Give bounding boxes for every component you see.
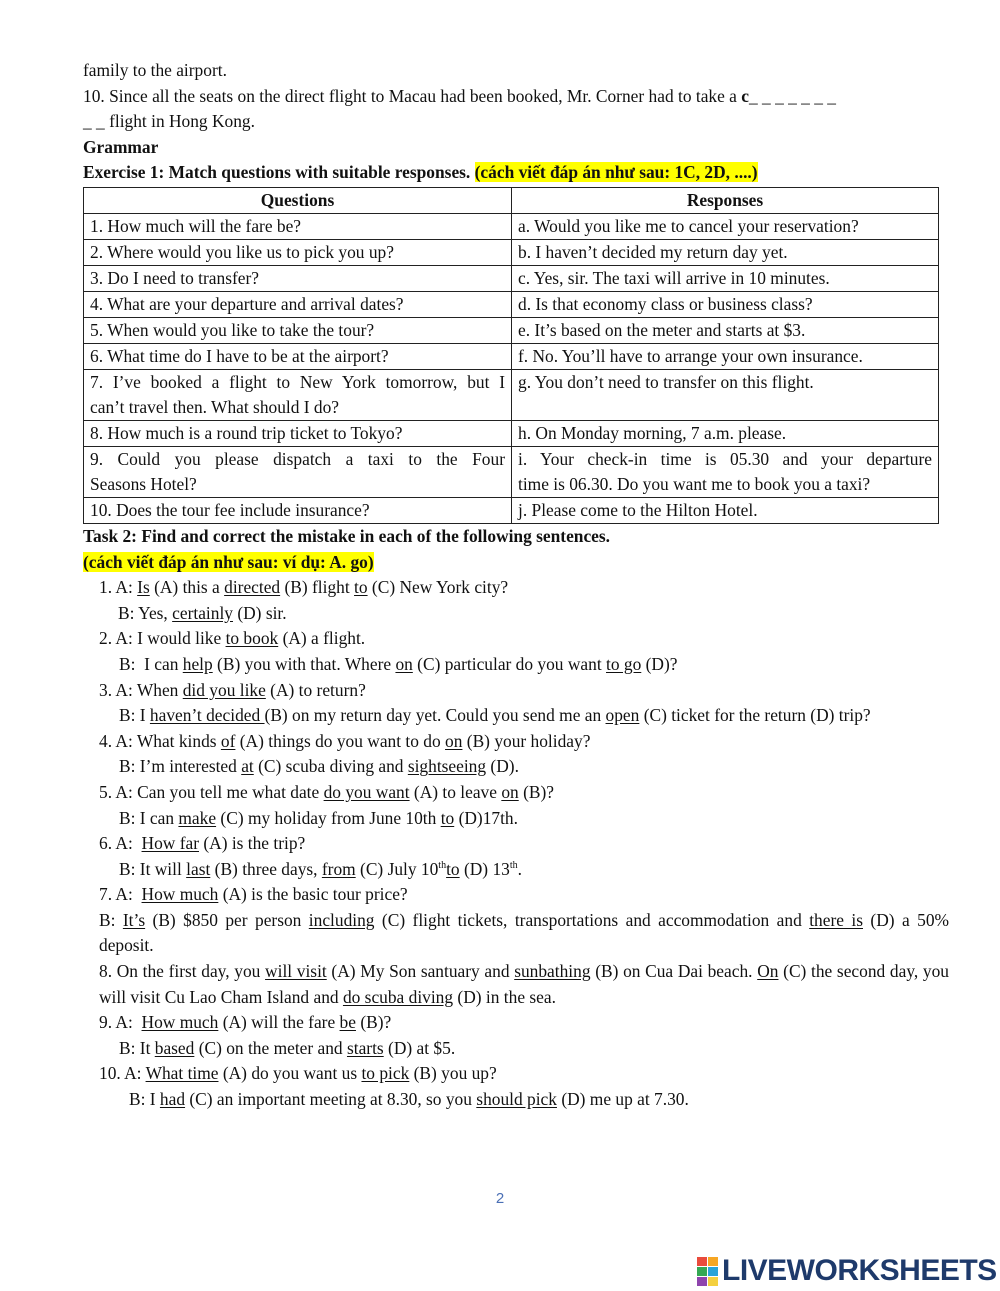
question-cell: 8. How much is a round trip ticket to Tokyo?: [84, 420, 512, 446]
question-cell: 1. How much will the fare be?: [84, 213, 512, 239]
task2-item-1a: 1. A: Is (A) this a directed (B) flight to (C) New York city?: [99, 577, 509, 598]
table-row: [84, 369, 939, 420]
question-cell: 10. Does the tour fee include insurance?: [84, 497, 512, 523]
response-cell: c. Yes, sir. The taxi will arrive in 10 minutes.: [512, 265, 939, 291]
task2-item-9b: B: It based (C) on the meter and starts (D) at $5.: [119, 1037, 456, 1058]
task2-item-3b: B: I haven’t decided (B) on my return day yet. Could you send me an open (C) ticket for the return (D) trip?: [119, 705, 871, 726]
task2-hint: (cách viết đáp án như sau: ví dụ: A. go): [83, 551, 374, 572]
response-cell: h. On Monday morning, 7 a.m. please.: [512, 420, 939, 446]
response-cell: d. Is that economy class or business class?: [512, 291, 939, 317]
response-cell: i. Your check-in time is 05.30 and your departure time is 06.30. Do you want me to book you a taxi?: [512, 446, 939, 497]
task2-item-3a: 3. A: When did you like (A) to return?: [99, 679, 366, 700]
liveworksheets-logo: [697, 1254, 997, 1288]
response-cell: j. Please come to the Hilton Hotel.: [512, 497, 939, 523]
question-cell: 9. Could you please dispatch a taxi to the Four Seasons Hotel?: [84, 446, 512, 497]
question-cell: 3. Do I need to transfer?: [84, 265, 512, 291]
table-row: [84, 497, 939, 523]
response-cell: f. No. You’ll have to arrange your own insurance.: [512, 343, 939, 369]
page-number: 2: [495, 1190, 505, 1207]
question-cell: 5. When would you like to take the tour?: [84, 317, 512, 343]
question-cell: 7. I’ve booked a flight to New York tomorrow, but I can’t travel then. What should I do?: [84, 369, 512, 420]
intro-line: family to the airport.: [83, 60, 227, 80]
response-cell: a. Would you like me to cancel your reservation?: [512, 213, 939, 239]
table-row: [84, 446, 939, 497]
task2-item-6a: 6. A: How far (A) is the trip?: [99, 833, 306, 854]
task2-item-8: 8. On the first day, you will visit (A) My Son santuary and sunbathing (B) on Cua Dai beach. On (C) the second day, you will visit Cu Lao Cham Island and do scuba diving (D) in the sea.: [99, 961, 949, 1007]
table-row: [84, 420, 939, 446]
task2-list: [83, 575, 949, 1112]
task2-heading: Task 2: Find and correct the mistake in each of the following sentences.: [83, 525, 611, 546]
task2-item-4a: 4. A: What kinds of (A) things do you want to do on (B) your holiday?: [99, 730, 591, 751]
task2-item-7a: 7. A: How much (A) is the basic tour price?: [99, 884, 408, 905]
task2-item-2b: B: I can help (B) you with that. Where on (C) particular do you want to go (D)?: [119, 653, 678, 674]
task2-item-10b: B: I had (C) an important meeting at 8.30, so you should pick (D) me up at 7.30.: [129, 1089, 689, 1110]
task2-item-6b: B: It will last (B) three days, from (C) July 10thto (D) 13th.: [119, 858, 522, 879]
table-row: [84, 213, 939, 239]
exercise1-heading: Exercise 1: Match questions with suitable responses. (cách viết đáp án như sau: 1C, 2D, ....): [83, 162, 758, 183]
match-table: [83, 187, 939, 524]
question-10-cont: _ _ flight in Hong Kong.: [83, 111, 255, 132]
task2-item-10a: 10. A: What time (A) do you want us to pick (B) you up?: [99, 1063, 497, 1084]
questions-header: Questions: [84, 187, 512, 213]
response-cell: e. It’s based on the meter and starts at $3.: [512, 317, 939, 343]
liveworksheets-logo-icon: [697, 1257, 718, 1286]
response-cell: g. You don’t need to transfer on this flight.: [512, 369, 939, 420]
logo-text: LIVEWORKSHEETS: [722, 1254, 997, 1287]
table-row: [84, 343, 939, 369]
table-row: [84, 291, 939, 317]
question-10: 10. Since all the seats on the direct flight to Macau had been booked, Mr. Corner had to take a c_ _ _ _ _ _ _: [83, 85, 836, 106]
task2-item-2a: 2. A: I would like to book (A) a flight.: [99, 628, 366, 649]
responses-header: Responses: [512, 187, 939, 213]
question-cell: 2. Where would you like us to pick you up?: [84, 239, 512, 265]
task2-item-7b: B: It’s (B) $850 per person including (C) flight tickets, transportations and accommodation and there is (D) a 50% deposit.: [99, 909, 950, 956]
table-header-row: [84, 187, 939, 213]
question-cell: 6. What time do I have to be at the airport?: [84, 343, 512, 369]
grammar-heading: Grammar: [83, 136, 159, 157]
task2-item-9a: 9. A: How much (A) will the fare be (B)?: [99, 1012, 392, 1033]
task2-item-5a: 5. A: Can you tell me what date do you want (A) to leave on (B)?: [99, 781, 554, 802]
table-row: [84, 265, 939, 291]
question-cell: 4. What are your departure and arrival dates?: [84, 291, 512, 317]
task2-item-5b: B: I can make (C) my holiday from June 10th to (D)17th.: [119, 807, 518, 828]
table-row: [84, 239, 939, 265]
worksheet-page: [83, 58, 949, 1113]
response-cell: b. I haven’t decided my return day yet.: [512, 239, 939, 265]
task2-item-4b: B: I’m interested at (C) scuba diving and sightseeing (D).: [119, 756, 519, 777]
table-row: [84, 317, 939, 343]
task2-item-1b: B: Yes, certainly (D) sir.: [118, 602, 287, 623]
